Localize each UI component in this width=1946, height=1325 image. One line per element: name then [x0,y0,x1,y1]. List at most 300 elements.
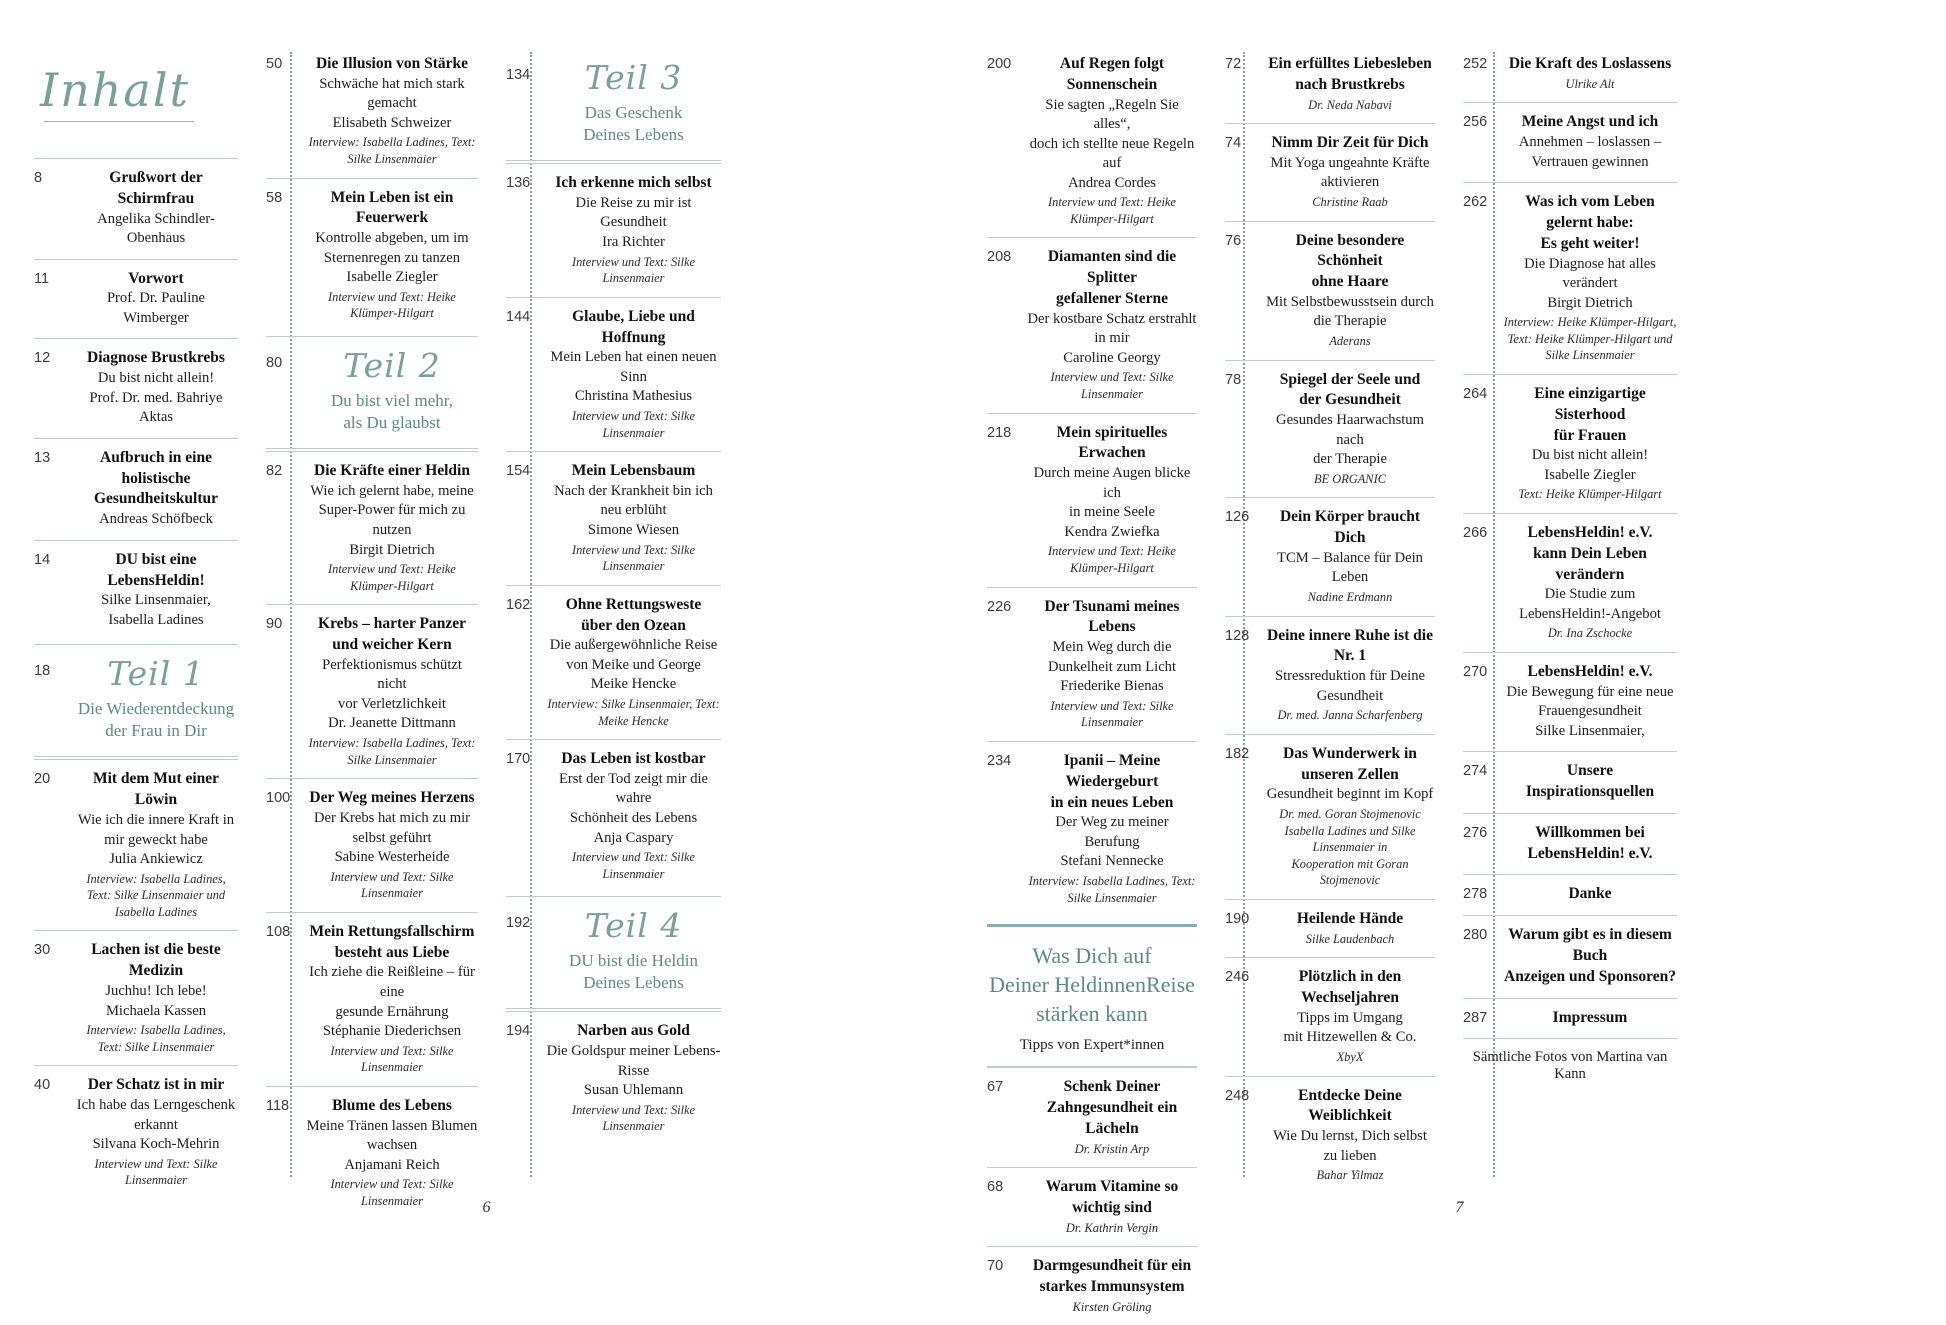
entry-body [546,461,721,575]
page-number: 270 [1463,664,1488,680]
part-subtitle: Die Wiederentdeckung der Frau in Dir [77,699,235,741]
entry-credit: Interview und Text: Silke Linsenmaier [330,869,454,901]
entry-subtitle: Der kostbare Schatz erstrahlt in mir [1027,310,1197,347]
entry-title: Ein erfülltes Liebesleben nach Brustkrebs [1268,55,1432,93]
toc-entry[interactable] [266,778,478,912]
entry-author: Wie Du lernst, Dich selbst zu lieben [1273,1128,1427,1164]
entry-credit: Interview: Silke Linsenmaier, Text: Meike Hencke [547,696,720,728]
entry-body [1027,751,1197,906]
toc-entry[interactable] [987,587,1197,741]
entry-subtitle: Du bist nicht allein! [1531,447,1649,464]
toc-entry[interactable] [1225,360,1435,498]
entry-title: Entdecke Deine Weiblichkeit [1298,1086,1402,1125]
entry-body [306,54,478,168]
toc-entry[interactable] [987,237,1197,412]
page-number: 90 [266,616,283,633]
toc-entry[interactable] [1463,182,1677,374]
page-number: 248 [1225,1087,1250,1104]
entry-title: Krebs – harter Panzer und weicher Kern [318,615,466,654]
entry-credit: Nadine Erdmann [1307,590,1393,605]
entry-title: Mein Rettungsfallschirm besteht aus Liebe [309,922,475,961]
toc-entry[interactable] [1225,957,1435,1075]
entry-credit: Kirsten Gröling [1072,1299,1152,1314]
part-body [74,655,238,742]
entry-body [546,173,721,287]
toc-column-5 [1211,0,1449,1255]
toc-entry[interactable] [1463,652,1677,751]
toc-entry[interactable] [1225,734,1435,899]
entry-title: Was ich vom Leben gelernt habe: Es geht weiter! [1525,193,1655,252]
toc-part-entry[interactable] [506,896,721,1009]
entry-credit: Interview und Text: Silke Linsenmaier [571,850,696,881]
page-number: 170 [506,751,531,768]
entry-body [1503,662,1677,741]
entry-author: Andrea Cordes [1068,174,1156,191]
folio-left: 6 [482,1199,491,1216]
page-number: 18 [34,663,51,680]
page-number: 136 [506,175,531,192]
section-subtitle: Tipps von Expert*innen [1019,1037,1165,1054]
entry-body [1027,1256,1197,1315]
entry-subtitle: Ich ziehe die Reißleine – für eine [309,964,475,1000]
part-name: Teil 2 [343,346,441,386]
photo-credit-note: Sämtliche Fotos von Martina van Kann [1463,1038,1677,1083]
toc-entry[interactable] [987,45,1197,237]
toc-entry[interactable] [506,297,721,451]
entry-credit: Dr. Kristin Arp [1074,1141,1150,1156]
page-number: 234 [987,752,1012,769]
page-number: 278 [1463,886,1488,903]
entry-credit: Interview: Heike Klümper-Hilgart, Text: Heike Klümper-Hilgart und Silke Linsenmaier [1503,315,1677,363]
entry-author: Simone Wiesen [587,522,680,538]
entry-credit: Interview: Isabella Ladines, Text: Silke Linsenmaier [308,736,476,767]
entry-title: Warum gibt es in diesem Buch Anzeigen und Sponsoren? [1504,926,1676,985]
page-number: 162 [506,596,531,613]
column-content [987,45,1197,1325]
entry-body [546,307,721,441]
entry-author: Prof. Dr. Pauline Wimberger [106,290,206,326]
entry-title: Plötzlich in den Wechseljahren [1298,968,1402,1007]
entry-body [1503,761,1677,803]
entry-body [74,769,238,920]
part-body [546,59,721,146]
entry-subtitle: Silke Linsenmaier, [101,592,211,609]
entry-author: Sabine Westerheide [334,849,450,866]
entry-author: Isabella Ladines [108,611,204,628]
toc-entry[interactable] [34,338,238,437]
entry-title: Das Leben ist kostbar [561,750,706,768]
page-number: 276 [1463,824,1488,841]
entry-body [306,461,478,594]
entry-author: Friederike Bienas [1060,678,1164,695]
toc-entry[interactable] [506,585,721,739]
entry-credit: Interview: Isabella Ladines, Text: Silke Linsenmaier und Isabella Ladines [86,871,226,919]
entry-author: Angelika Schindler-Obenhaus [97,210,215,247]
entry-subtitle: Tipps im Umgang [1297,1009,1403,1026]
entry-title: Mein Lebensbaum [571,462,696,480]
entry-title: Grußwort der Schirmfrau [109,169,203,207]
entry-subtitle: Wie ich die innere Kraft in [77,812,235,829]
toc-column-1 [0,0,252,1255]
entry-subtitle: Der Weg zu meiner Berufung [1055,814,1169,850]
page-number: 14 [34,551,51,568]
entry-body [1503,54,1677,92]
toc-entry[interactable] [34,930,238,1065]
entry-title: Ipanii – Meine Wiedergeburt in ein neues Leben [1050,751,1174,811]
toc-entry[interactable] [1463,102,1677,182]
toc-column-3 [492,0,735,1255]
toc-entry[interactable] [266,178,478,332]
entry-credit: Interview und Text: Heike Klümper-Hilgart [328,289,456,321]
entry-credit: Dr. Kathrin Vergin [1065,1220,1159,1235]
entry-title: Danke [1568,885,1612,903]
entry-body [1503,384,1677,503]
entry-body [306,188,478,322]
entry-credit: Interview und Text: Silke Linsenmaier [330,1177,454,1208]
toc-entry[interactable] [1463,813,1677,875]
toc-entry[interactable] [34,158,238,259]
entry-body [74,550,238,631]
entry-author: Christina Mathesius [574,388,693,405]
entry-credit: Interview und Text: Silke Linsenmaier [571,254,696,286]
page-number: 30 [34,942,51,959]
entry-subtitle: Die Bewegung für eine neue [1506,683,1674,700]
entry-subtitle: Gesundes Haarwachstum nach [1276,412,1424,448]
entry-body [1027,247,1197,402]
toc-entry[interactable] [1225,123,1435,220]
part-subtitle: DU bist die Heldin Deines Lebens [569,951,698,993]
page-number: 100 [266,790,291,807]
page-number: 226 [987,598,1012,615]
toc-entry[interactable] [987,413,1197,587]
part-body [546,907,721,994]
entry-title: Die Kräfte einer Heldin [314,462,470,480]
entry-subtitle: Meine Tränen lassen Blumen wachsen [306,1117,478,1154]
entry-body [74,348,238,427]
page-number: 126 [1225,509,1250,526]
entry-credit: Ulrike Alt [1565,76,1615,91]
toc-part-entry[interactable] [506,49,721,161]
entry-subtitle: Super-Power für mich zu nutzen [318,502,466,538]
entry-author: Meike Hencke [590,676,677,693]
toc-entry[interactable] [1463,998,1677,1039]
entry-subtitle: Ich habe das Lerngeschenk erkannt [76,1097,236,1133]
entry-credit: Interview und Text: Silke Linsenmaier [330,1043,454,1075]
toc-entry[interactable] [1463,45,1677,102]
entry-body [1265,909,1435,947]
entry-author: der Therapie [1313,451,1387,468]
page-number: 70 [987,1258,1004,1275]
page-number: 192 [506,915,531,932]
page-number: 78 [1225,371,1242,388]
entry-author: Susan Uhlemann [583,1082,684,1099]
page-number: 108 [266,923,291,940]
entry-author: Stefani Nennecke [1060,853,1164,870]
entry-body [1027,1077,1197,1157]
entry-body [546,749,721,882]
toc-part-entry[interactable] [266,336,478,449]
toc-column-6 [1449,0,1707,1255]
entry-subtitle: in meine Seele [1069,504,1155,521]
title-underline [44,121,194,122]
entry-title: Darmgesundheit für ein starkes Immunsystem [1032,1257,1192,1296]
page-number: 58 [266,189,283,206]
page-left [0,0,973,1255]
toc-entry[interactable] [266,45,478,178]
entry-credit: Text: Heike Klümper-Hilgart [1518,487,1662,502]
entry-author: Mit Yoga ungeahnte Kräfte aktivieren [1270,154,1430,191]
entry-title: Ohne Rettungsweste über den Ozean [565,595,702,634]
entry-body [306,788,478,902]
entry-subtitle: Perfektionismus schützt nicht [322,656,462,693]
entry-subtitle: Die Goldspur meiner Lebens-Risse [546,1043,721,1079]
entry-author: Mit Selbstbewusstsein durch die Therapie [1266,293,1434,330]
entry-subtitle: gesunde Ernährung [335,1003,449,1020]
entry-subtitle: Mein Leben hat einen neuen Sinn [550,349,717,385]
entry-credit: Interview und Text: Heike Klümper-Hilgart [1048,195,1176,226]
entry-body [1027,597,1197,731]
entry-credit: Dr. Neda Nabavi [1308,97,1392,112]
entry-title: Mein Leben ist ein Feuerwerk [330,188,454,227]
entry-title: Der Schatz ist in mir [87,1076,225,1094]
entry-subtitle: Mein Weg durch die Dunkelheit zum Licht [1047,639,1177,675]
entry-subtitle: Du bist nicht allein! [97,370,215,387]
toc-entry[interactable] [1463,751,1677,813]
entry-title: Spiegel der Seele und der Gesundheit [1279,370,1421,409]
page-number: 8 [34,170,43,186]
entry-credit: Interview und Text: Heike Klümper-Hilgart [1048,544,1176,575]
page-number: 280 [1463,927,1488,944]
page-number: 194 [506,1023,531,1040]
page-number: 208 [987,249,1012,266]
entry-body [1265,370,1435,488]
entry-body [306,614,478,768]
entry-author: Birgit Dietrich [349,541,435,558]
toc-entry[interactable] [987,741,1197,916]
entry-credit: Aderans [1329,334,1371,348]
entry-author: Kendra Zwiefka [1064,523,1160,540]
page-number: 20 [34,771,51,788]
entry-body [74,448,238,530]
page-number: 76 [1225,232,1242,249]
part-body [306,347,478,434]
entry-body [1265,1086,1435,1184]
entry-subtitle: Durch meine Augen blicke ich [1033,465,1191,501]
part-subtitle: Das Geschenk Deines Lebens [583,102,684,145]
entry-subtitle: Erst der Tod zeigt mir die wahre [558,770,709,807]
page-number: 200 [987,56,1012,72]
page-number: 13 [34,449,51,466]
entry-author: Gesundheit beginnt im Kopf [1266,786,1434,803]
entry-subtitle: Annehmen – loslassen – [1518,134,1662,151]
entry-author: Birgit Dietrich [1547,294,1633,311]
page-number: 218 [987,424,1012,441]
part-subtitle: Du bist viel mehr, als Du glaubst [330,390,454,433]
folio-right: 7 [1455,1199,1464,1216]
entry-body [74,940,238,1055]
entry-title: Deine innere Ruhe ist die Nr. 1 [1267,626,1433,665]
toc-entry[interactable] [1225,899,1435,957]
page-number: 11 [34,270,50,287]
entry-credit: Interview und Text: Silke Linsenmaier [1050,698,1174,730]
entry-body [1503,523,1677,642]
page-number: 287 [1463,1009,1488,1026]
page-number: 246 [1225,969,1250,986]
entry-body [1503,884,1677,905]
entry-author: Vertrauen gewinnen [1531,153,1649,170]
toc-entry[interactable] [1225,497,1435,615]
entry-author: TCM – Balance für Dein Leben [1277,549,1423,586]
toc-entry[interactable] [34,759,238,930]
toc-column-2 [252,0,492,1255]
column-content [506,49,721,1145]
entry-author: Ira Richter [602,233,665,250]
entry-title: Warum Vitamine so wichtig sind [1045,1178,1179,1216]
entry-body [1503,112,1677,172]
entry-author: Isabelle Ziegler [346,269,438,286]
column-content [1463,45,1677,1083]
entry-title: Heilende Hände [1296,909,1404,927]
entry-subtitle: mir geweckt habe [104,831,208,848]
toc-entry[interactable] [34,259,238,339]
entry-title: Eine einzigartige Sisterhood für Frauen [1534,385,1646,444]
toc-entry[interactable] [1463,915,1677,997]
column-content [1225,45,1435,1194]
toc-entry[interactable] [1225,221,1435,360]
page-number: 252 [1463,56,1488,72]
entry-body [1503,1008,1677,1029]
entry-subtitle: Kontrolle abgeben, um im [315,230,469,247]
entry-title: Vorwort [128,269,184,287]
page-number: 256 [1463,114,1488,131]
entry-credit: Interview und Text: Silke Linsenmaier [1050,370,1174,402]
entry-body [1503,192,1677,364]
entry-credit: BE ORGANIC [1314,471,1386,486]
entry-author: Andreas Schöfbeck [99,511,213,528]
entry-credit: Christine Raab [1312,195,1388,209]
entry-body [546,595,721,729]
toc-section-heading [987,924,1197,1067]
toc-entry[interactable] [266,912,478,1086]
toc-entry[interactable] [506,451,721,585]
toc-entry[interactable] [34,1065,238,1199]
toc-entry[interactable] [506,163,721,297]
page-number: 50 [266,56,283,72]
entry-subtitle: Die außergewöhnliche Reise [549,637,718,654]
entry-credit: Bahar Yilmaz [1316,1168,1384,1183]
entry-title: LebensHeldin! e.V. [1527,663,1653,680]
entry-title: Ich erkenne mich selbst [555,174,712,192]
entry-author: Stressreduktion für Deine Gesundheit [1275,668,1425,704]
page-number: 80 [266,355,283,372]
entry-credit: Silke Laudenbach [1305,931,1395,946]
entry-subtitle: Schwäche hat mich stark gemacht [319,75,465,112]
entry-title: Auf Regen folgt Sonnenschein [1059,55,1165,93]
page-number: 264 [1463,386,1488,402]
entry-author: mit Hitzewellen & Co. [1283,1029,1417,1046]
toc-entry[interactable] [506,1011,721,1145]
toc-entry[interactable] [1225,616,1435,734]
page-number: 190 [1225,910,1250,927]
page-number: 74 [1225,135,1242,152]
entry-credit: Dr. med. Goran Stojmenovic Isabella Ladines und Silke Linsenmaier in Kooperation mit Goran Stojmenovic [1279,806,1421,888]
entry-author: Elisabeth Schweizer [332,114,452,131]
toc-entry[interactable] [266,451,478,604]
page-right [973,0,1946,1314]
entry-author: Julia Ankiewicz [109,851,203,868]
entry-subtitle: Sternenregen zu tanzen [323,249,461,266]
entry-body [1265,231,1435,350]
page-number: 266 [1463,525,1488,541]
toc-entry[interactable] [987,1067,1197,1167]
toc-entry[interactable] [1463,874,1677,915]
toc-entry[interactable] [1225,45,1435,123]
entry-body [1503,925,1677,987]
part-name: Teil 4 [584,906,683,946]
toc-entry[interactable] [506,739,721,892]
column-content [266,45,478,1219]
entry-author: Isabelle Ziegler [1544,466,1636,483]
entry-title: Deine besondere Schönheit ohne Haare [1295,231,1405,291]
entry-body [1027,423,1197,577]
toc-entry[interactable] [987,1246,1197,1325]
entry-title: Die Illusion von Stärke [315,55,468,72]
entry-title: LebensHeldin! e.V. kann Dein Leben verändern [1527,524,1653,583]
toc-entry[interactable] [1225,1076,1435,1194]
entry-credit: Interview: Isabella Ladines, Text: Silke Linsenmaier [308,135,476,167]
entry-body [306,1096,478,1210]
entry-body [1265,744,1435,889]
entry-body [1027,54,1197,227]
page-number: 12 [34,350,51,367]
entry-credit: Interview: Isabella Ladines, Text: Silke Linsenmaier [1028,873,1196,905]
entry-title: Der Tsunami meines Lebens [1044,597,1180,636]
part-name: Teil 3 [584,58,683,97]
toc-entry[interactable] [34,438,238,540]
toc-part-entry[interactable] [34,644,238,757]
entry-body [1503,823,1677,865]
column-content [34,63,238,1199]
entry-subtitle: Wie ich gelernt habe, meine [310,482,474,499]
entry-credit: Interview: Isabella Ladines, Text: Silke Linsenmaier [86,1023,226,1054]
entry-title: Diagnose Brustkrebs [87,349,225,367]
toc-entry[interactable] [34,540,238,641]
entry-subtitle: Die Reise zu mir ist Gesundheit [575,194,692,231]
entry-body [546,1021,721,1135]
toc-entry[interactable] [1463,374,1677,513]
entry-subtitle: Sie sagten „Regeln Sie alles“, [1045,96,1179,133]
toc-entry[interactable] [266,604,478,778]
page-number: 154 [506,463,531,480]
entry-credit: Interview und Text: Silke Linsenmaier [571,408,696,440]
page-title: Inhalt [40,63,238,122]
entry-author: Prof. Dr. med. Bahriye Aktas [89,389,223,426]
entry-subtitle: Frauengesundheit [1538,703,1642,720]
entry-subtitle: doch ich stellte neue Regeln auf [1029,135,1195,172]
entry-author: Silvana Koch-Mehrin [92,1136,220,1153]
toc-entry[interactable] [1463,513,1677,652]
page-number: 262 [1463,194,1488,211]
entry-title: Die Kraft des Loslassens [1508,55,1672,72]
entry-body [74,1075,238,1189]
entry-credit: Interview und Text: Silke Linsenmaier [571,542,696,574]
entry-title: Dein Körper braucht Dich [1279,508,1421,547]
page-number: 134 [506,67,531,83]
page-number: 144 [506,308,531,325]
page-number: 67 [987,1079,1004,1096]
page-number: 128 [1225,627,1250,644]
page-number: 118 [266,1097,290,1114]
